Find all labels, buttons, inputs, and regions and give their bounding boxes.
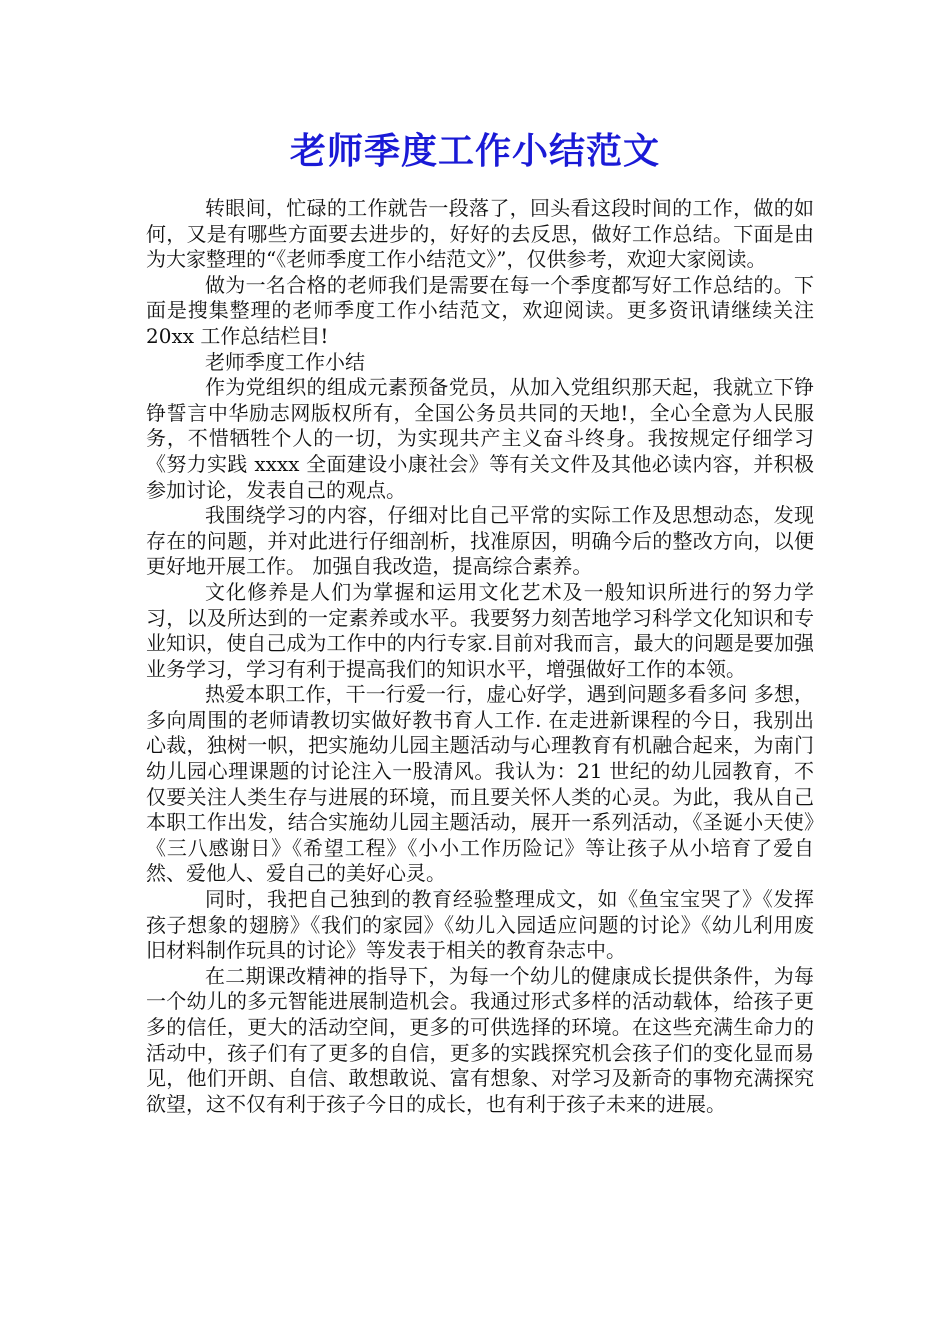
paragraph-cultural-cultivation: 文化修养是人们为掌握和运用文化艺术及一般知识所进行的努力学习，以及所达到的一定素养或水平。我要努力刻苦地学习科学文化知识和专业知识，使自己成为工作中的内行专家.目前对我而言，最大的问题是要加强业务学习，学习有利于提高我们的知识水平，增强做好工作的本领。 — [146, 579, 814, 681]
paragraph-intro: 转眼间，忙碌的工作就告一段落了，回头看这段时间的工作，做的如何，又是有哪些方面要去进步的，好好的去反思，做好工作总结。下面是由为大家整理的“《老师季度工作小结范文》”，仅供参考，欢迎大家阅读。 — [146, 196, 814, 272]
paragraph-party-member: 作为党组织的组成元素预备党员，从加入党组织那天起，我就立下铮铮誓言中华励志网版权所有，全国公务员共同的天地!，全心全意为人民服务，不惜牺牲个人的一切，为实现共产主义奋斗终身。我按规定仔细学习《努力实践 xxxx 全面建设小康社会》等有关文件及其他必读内容，并积极参加讨论，发表自己的观点。 — [146, 375, 814, 502]
paragraph-publications: 同时，我把自己独到的教育经验整理成文，如《鱼宝宝哭了》《发挥孩子想象的翅膀》《我们的家园》《幼儿入园适应问题的讨论》《幼儿利用废旧材料制作玩具的讨论》等发表于相关的教育杂志中。 — [146, 887, 814, 963]
section-heading: 老师季度工作小结 — [205, 349, 365, 374]
document-title: 老师季度工作小结范文 — [289, 130, 660, 172]
paragraph-study-reflection: 我围绕学习的内容，仔细对比自己平常的实际工作及思想动态，发现存在的问题，并对此进行仔细剖析，找准原因，明确今后的整改方向，以便更好地开展工作。 加强自我改造，提高综合素养。 — [146, 503, 814, 579]
paragraph-work-dedication: 热爱本职工作，干一行爱一行，虚心好学，遇到问题多看多问 多想，多向周围的老师请教切实做好教书育人工作. 在走进新课程的今日，我别出心裁，独树一帜，把实施幼儿园主题活动与心理教育有机融合起来，为南门幼儿园心理课题的讨论注入一股清风。我认为：21 世纪的幼儿园教育，不仅要关注人类生存与进展的环境，而且要关怀人类的心灵。为此，我从自己本职工作出发，结合实施幼儿园主题活动，展开一系列活动，《圣诞小天使》《三八感谢日》《希望工程》《小小工作历险记》等让孩子从小培育了爱自然、爱他人、爱自己的美好心灵。 — [146, 682, 814, 886]
paragraph-curriculum-reform: 在二期课改精神的指导下，为每一个幼儿的健康成长提供条件，为每一个幼儿的多元智能进展制造机会。我通过形式多样的活动载体，给孩子更多的信任，更大的活动空间，更多的可供选择的环境。在这些充满生命力的活动中，孩子们有了更多的自信，更多的实践探究机会孩子们的变化显而易见，他们开朗、自信、敢想敢说、富有想象、对学习及新奇的事物充满探究欲望，这不仅有利于孩子今日的成长，也有利于孩子未来的进展。 — [146, 963, 814, 1116]
document-body — [146, 196, 814, 1117]
paragraph-purpose: 做为一名合格的老师我们是需要在每一个季度都写好工作总结的。下面是搜集整理的老师季度工作小结范文，欢迎阅读。更多资讯请继续关注 20xx 工作总结栏目! — [146, 272, 814, 348]
